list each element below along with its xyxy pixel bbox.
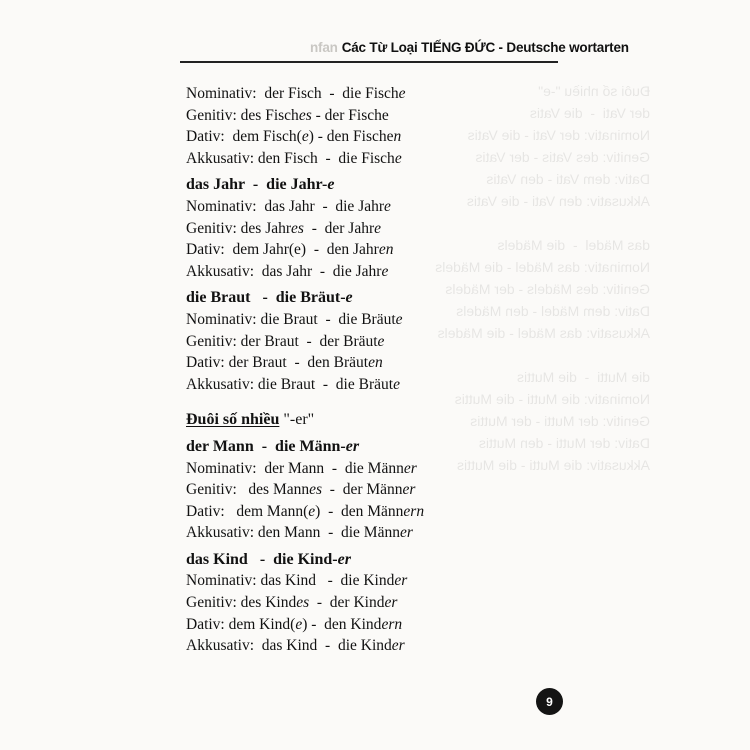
line-text: Nominativ: das Kind - die Kind <box>186 572 395 590</box>
declension-line <box>186 148 536 170</box>
ending-text: e <box>295 615 303 633</box>
declension-line <box>186 331 536 353</box>
line-text: Dativ: der Braut - den Bräut <box>186 354 369 372</box>
declension-line <box>186 126 536 148</box>
ending-text: e <box>308 502 316 520</box>
declension-line <box>186 196 536 218</box>
ending-text: er <box>399 524 413 542</box>
bleed-through-text: Đuôi số nhiều "-e" der Vati - die Vatis Nominativ: der Vati - die Vatis Genitiv: des Vatis - der Vatis Dativ: dem Vati - den Vatis Akkusativ: den Vati - die Vatis das Mädel - die Mädels Nominativ: das Mädel - die Mädels Genitiv: des Mädels - der Mädels Dativ: dem Mädel - den Mädels Akkusativ: das Mädel - die Mädels die Mutti - die Muttis Nominativ: die Mutti - die Muttis Genitiv: der Mutti - der Muttis Dativ: der Mutti - den Muttis Akkusativ: die Mutti - die Muttis <box>435 83 650 473</box>
declension-line <box>186 458 536 480</box>
ending-text: en <box>378 241 394 259</box>
declension-line <box>186 83 536 105</box>
ending-text: er <box>391 637 405 655</box>
line-text: Dativ: dem Fisch( <box>186 128 302 146</box>
declension-line <box>186 239 536 261</box>
line-text: Nominativ: die Braut - die Bräut <box>186 310 396 328</box>
section-title <box>186 409 536 431</box>
ending-text: es <box>296 594 310 612</box>
declension-line <box>186 614 536 636</box>
declension-line <box>186 479 536 501</box>
ending-text: e <box>327 176 335 194</box>
noun-heading <box>186 436 536 458</box>
declension-line <box>186 522 536 544</box>
ending-text: n <box>393 128 402 146</box>
line-text: Akkusativ: den Fisch - die Fisch <box>186 149 395 167</box>
ending-text: er <box>403 459 417 477</box>
declension-line <box>186 570 536 592</box>
ending-text: e <box>393 375 400 393</box>
page-content <box>186 83 536 657</box>
ending-text: e <box>345 289 353 307</box>
ending-text: es <box>291 219 304 237</box>
ending-text: er <box>384 594 398 612</box>
header-rule <box>180 61 558 63</box>
ending-text: en <box>368 354 383 372</box>
ending-text: e <box>384 197 391 215</box>
line-text: Dativ: dem Mann( <box>186 502 309 520</box>
header-faded-text: nfan <box>310 40 338 55</box>
line-text: Genitiv: des Mann <box>186 481 310 499</box>
line-text: Nominativ: der Fisch - die Fisch <box>186 85 399 102</box>
page-number: 9 <box>546 694 553 709</box>
line-text: Dativ: dem Jahr(e) - den Jahr <box>186 241 379 259</box>
declension-line <box>186 105 536 127</box>
ending-text: e <box>301 128 309 146</box>
running-header <box>310 40 629 55</box>
line-text: Akkusativ: die Braut - die Bräut <box>186 375 394 393</box>
declension-line <box>186 374 536 396</box>
declension-line <box>186 309 536 331</box>
ending-text: ern <box>403 502 425 520</box>
ending-text: es <box>298 106 312 124</box>
ending-text: e <box>395 310 403 328</box>
line-text: Genitiv: des Fisch <box>186 106 299 124</box>
line-text: Nominativ: der Mann - die Männ <box>186 459 404 477</box>
line-text: - der Männ <box>322 481 403 499</box>
ending-text: er <box>394 572 408 590</box>
ending-text: ern <box>381 615 403 633</box>
noun-heading <box>186 174 536 196</box>
line-text: Akkusativ: das Kind - die Kind <box>186 637 392 655</box>
line-text: Nominativ: das Jahr - die Jahr <box>186 197 385 215</box>
line-text: - der Kind <box>309 594 385 612</box>
ending-text: er <box>402 481 416 499</box>
line-text: Genitiv: des Jahr <box>186 219 292 237</box>
line-text: Genitiv: der Braut - der Bräut <box>186 332 378 350</box>
line-text: - der Fische <box>311 106 389 124</box>
ending-text: es <box>309 481 323 499</box>
ending-text: e <box>394 149 402 167</box>
line-text: - der Jahr <box>303 219 375 237</box>
line-text: ) - den Männ <box>315 502 404 520</box>
page-number-badge <box>536 688 563 715</box>
declension-line <box>186 592 536 614</box>
section-title-text: Đuôi số nhiều <box>186 411 280 429</box>
line-text: das Jahr - die Jahr- <box>186 176 328 194</box>
line-text: Akkusativ: das Jahr - die Jahr <box>186 262 382 280</box>
ending-text: er <box>337 550 351 568</box>
ending-text: e <box>381 262 389 280</box>
ending-text: er <box>345 437 360 455</box>
section-title-suffix: "-er" <box>279 411 315 429</box>
ending-text: e <box>374 219 382 237</box>
declension-line <box>186 501 536 523</box>
line-text: Genitiv: des Kind <box>186 594 297 612</box>
declension-line <box>186 261 536 283</box>
line-text: das Kind - die Kind- <box>186 550 338 568</box>
noun-heading <box>186 287 536 309</box>
line-text: ) - den Kind <box>302 615 382 633</box>
declension-line <box>186 218 536 240</box>
ending-text: e <box>398 85 406 102</box>
line-text: Akkusativ: den Mann - die Männ <box>186 524 400 542</box>
line-text: ) - den Fische <box>308 128 394 146</box>
line-text: Dativ: dem Kind( <box>186 615 296 633</box>
declension-line <box>186 352 536 374</box>
noun-heading <box>186 549 536 571</box>
ending-text: e <box>377 332 385 350</box>
spacer <box>186 395 536 409</box>
header-title: Các Từ Loại TIẾNG ĐỨC - Deutsche wortarten <box>341 40 629 55</box>
line-text: die Braut - die Bräut- <box>186 289 346 307</box>
line-text: der Mann - die Männ- <box>186 437 346 455</box>
declension-line <box>186 635 536 657</box>
